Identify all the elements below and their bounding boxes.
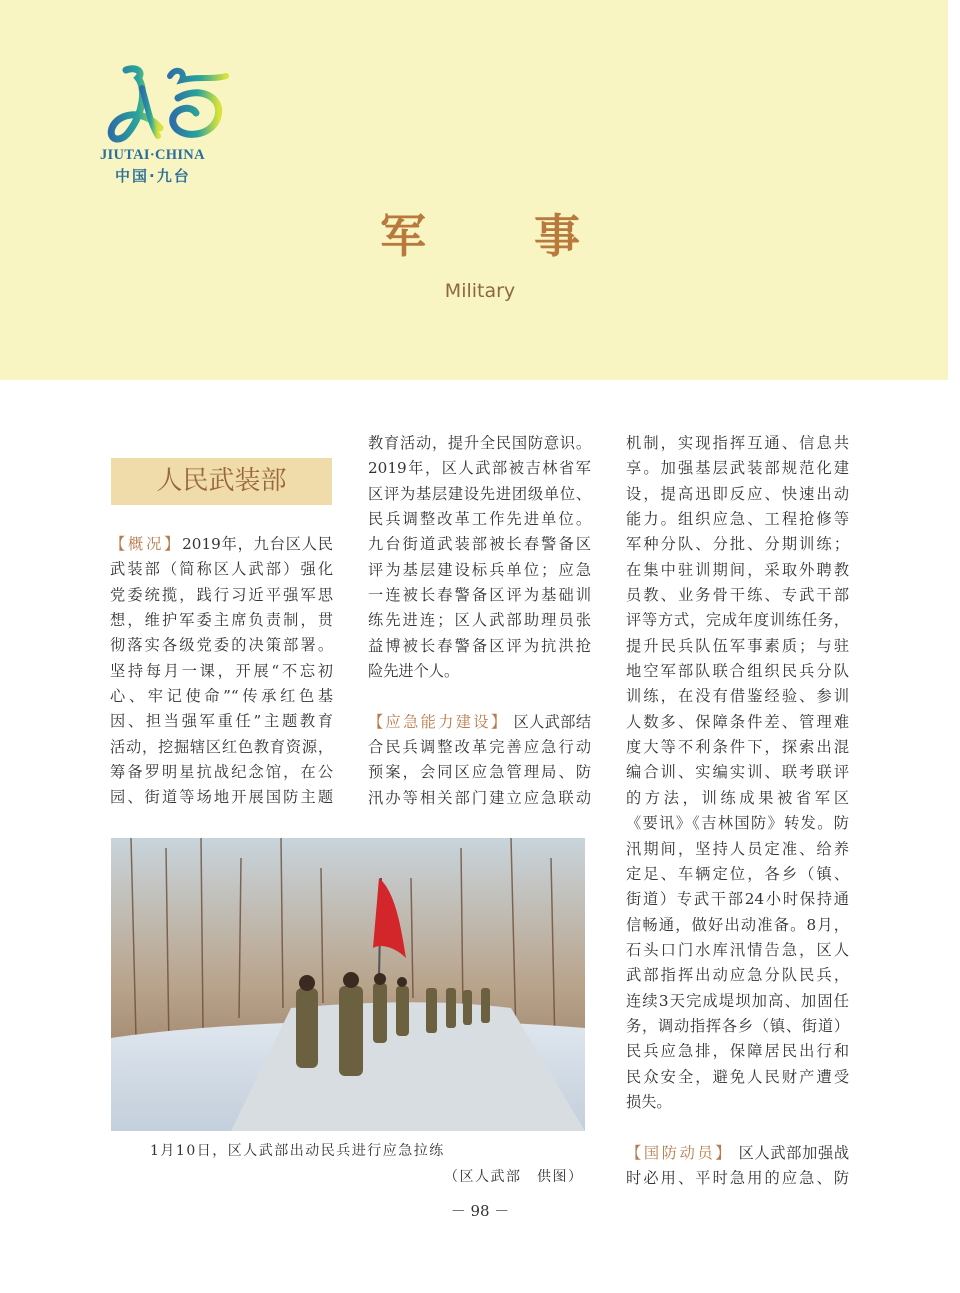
logo-text-cn: 中国·九台 bbox=[115, 167, 191, 185]
paragraph-tag: 【应急能力建设】 bbox=[368, 712, 509, 731]
column-1 bbox=[110, 532, 333, 811]
text-line: 能力。组织应急、工程抢修等 bbox=[626, 510, 849, 529]
text-line: 区评为基层建设先进团级单位、 bbox=[368, 484, 591, 503]
photo-caption: 1月10日，区人武部出动民兵进行应急拉练 bbox=[150, 1143, 445, 1159]
text-line: 训练，在没有借鉴经验、参训 bbox=[626, 687, 849, 706]
text-line: 《要讯》《吉林国防》转发。防 bbox=[626, 814, 849, 833]
text-line: 区人武部加强战 bbox=[738, 1143, 849, 1162]
text-line: 民兵应急排，保障居民出行和 bbox=[626, 1042, 849, 1061]
text-line: 员教、业务骨干练、专武干部 bbox=[626, 586, 849, 605]
text-line: 益博被长春警备区评为抗洪抢 bbox=[368, 636, 591, 655]
text-line: 2019年，九台区人民 bbox=[182, 535, 333, 553]
paragraph-tag: 【国防动员】 bbox=[626, 1143, 734, 1162]
page-subtitle: Military bbox=[444, 280, 516, 302]
paragraph-first-line bbox=[368, 710, 591, 735]
text-line: 武装部（简称区人武部）强化 bbox=[110, 560, 333, 579]
text-line: 评为基层建设标兵单位；应急 bbox=[368, 560, 591, 579]
text-line: 损失。 bbox=[626, 1092, 672, 1111]
text-line: 军种分队、分批、分期训练； bbox=[626, 535, 849, 554]
text-line: 党委统揽，践行习近平强军思 bbox=[110, 585, 333, 604]
text-line: 园、街道等场地开展国防主题 bbox=[110, 788, 333, 807]
paragraph-first-line bbox=[626, 1141, 849, 1166]
paragraph-tag: 【概况】 bbox=[110, 535, 183, 553]
title-char: 事 bbox=[534, 209, 580, 263]
text-line: 因、担当强军重任”主题教育 bbox=[110, 712, 333, 731]
text-line: 度大等不利条件下，探索出混 bbox=[626, 738, 849, 757]
text-line: 想，维护军委主席负责制，贯 bbox=[110, 611, 333, 630]
paragraph-gap bbox=[368, 684, 591, 709]
logo-text-en: JIUTAI·CHINA bbox=[100, 147, 205, 163]
text-line: 享。加强基层武装部规范化建 bbox=[626, 459, 849, 478]
text-line: 教育活动，提升全民国防意识。 bbox=[368, 434, 591, 452]
text-line: 一连被长春警备区评为基础训 bbox=[368, 586, 591, 605]
text-line: 设，提高迅即反应、快速出动 bbox=[626, 484, 849, 503]
header-band bbox=[0, 0, 948, 380]
text-line: 汛办等相关部门建立应急联动 bbox=[368, 788, 591, 807]
photo-militia-march bbox=[111, 838, 585, 1131]
photo-credit: （区人武部 供图） bbox=[444, 1169, 584, 1185]
text-line: 信畅通，做好出动准备。8月， bbox=[626, 915, 849, 934]
text-line: 练先进连；区人武部助理员张 bbox=[368, 611, 591, 630]
text-line: 时必用、平时急用的应急、防 bbox=[626, 1168, 849, 1187]
paragraph-gap bbox=[626, 1115, 849, 1140]
text-line: 提升民兵队伍军事素质；与驻 bbox=[626, 636, 849, 655]
text-line: 预案，会同区应急管理局、防 bbox=[368, 763, 591, 782]
text-line: 武部指挥出动应急分队民兵， bbox=[626, 966, 849, 985]
text-line: 民兵调整改革工作先进单位。 bbox=[368, 510, 591, 529]
text-line: 合民兵调整改革完善应急行动 bbox=[368, 738, 591, 757]
text-line: 在集中驻训期间，采取外聘教 bbox=[626, 560, 849, 579]
text-line: 彻落实各级党委的决策部署。 bbox=[110, 636, 333, 655]
column-2 bbox=[368, 431, 591, 811]
section-heading: 人民武装部 bbox=[111, 458, 332, 505]
text-line: 人数多、保障条件差、管理难 bbox=[626, 712, 849, 731]
text-line: 务，调动指挥各乡（镇、街道） bbox=[626, 1016, 849, 1035]
text-line: 地空军部队联合组织民兵分队 bbox=[626, 662, 849, 681]
text-line: 2019年，区人武部被吉林省军 bbox=[368, 459, 591, 478]
text-line: 的方法，训练成果被省军区 bbox=[626, 788, 849, 807]
text-line: 险先进个人。 bbox=[368, 662, 460, 681]
text-line: 编合训、实编实训、联考联评 bbox=[626, 763, 849, 782]
column-3 bbox=[626, 431, 849, 1191]
page-title bbox=[380, 200, 580, 266]
title-char: 军 bbox=[380, 209, 426, 263]
text-line: 筹备罗明星抗战纪念馆，在公 bbox=[110, 763, 333, 782]
text-line: 石头口门水库汛情告急，区人 bbox=[626, 940, 849, 959]
text-line: 坚持每月一课，开展“不忘初 bbox=[110, 661, 333, 680]
text-line: 活动，挖掘辖区红色教育资源， bbox=[110, 737, 333, 756]
text-line: 机制，实现指挥互通、信息共 bbox=[626, 434, 849, 452]
page-number: － 98 － bbox=[450, 1202, 510, 1220]
text-line: 连续3天完成堤坝加高、加固任 bbox=[626, 991, 849, 1010]
text-line: 汛期间，坚持人员定准、给养 bbox=[626, 839, 849, 858]
text-line: 区人武部结 bbox=[513, 712, 592, 731]
text-line: 九台街道武装部被长春警备区 bbox=[368, 535, 591, 554]
text-line: 评等方式，完成年度训练任务， bbox=[626, 611, 849, 630]
text-line: 街道）专武干部24小时保持通 bbox=[626, 890, 849, 909]
text-line: 民众安全，避免人民财产遭受 bbox=[626, 1067, 849, 1086]
text-line: 心、牢记使命”“传承红色基 bbox=[110, 687, 333, 706]
text-line: 定足、车辆定位，各乡（镇、 bbox=[626, 864, 849, 883]
